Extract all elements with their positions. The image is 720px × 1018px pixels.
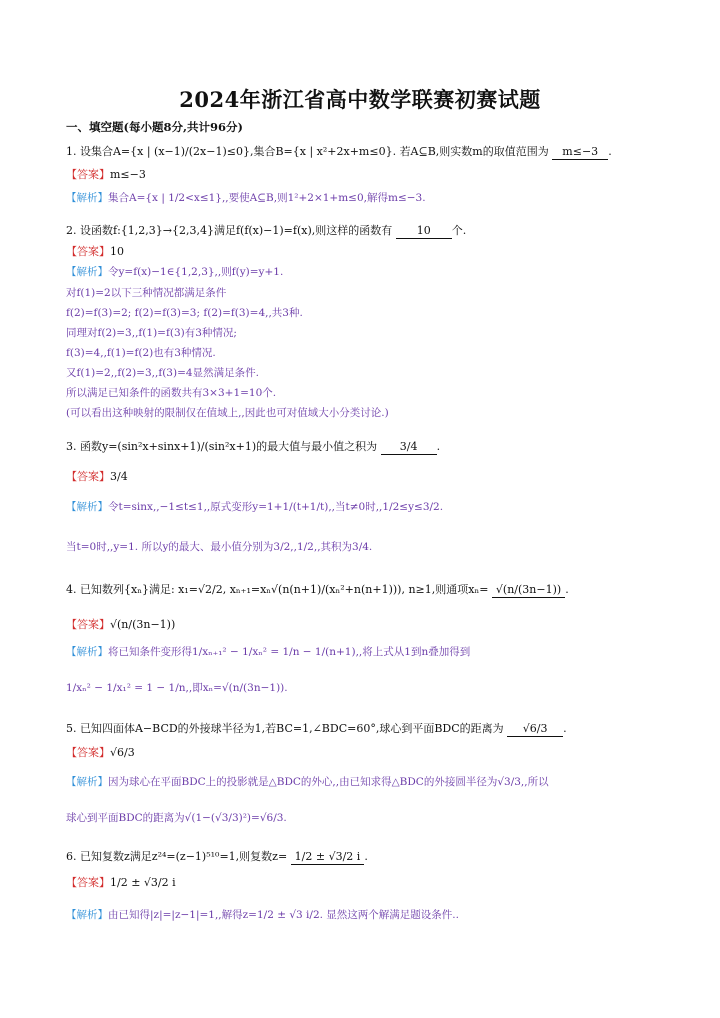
problem-2-explain-1: 【解析】令y=f(x)−1∈{1,2,3},,则f(y)=y+1.: [66, 266, 284, 278]
problem-3-blank: 3/4: [381, 440, 437, 455]
problem-3-explain-2: 当t=0时,,y=1. 所以y的最大、最小值分别为3/2,,1/2,,其积为3/4.: [66, 541, 373, 553]
problem-3-explain-1: 【解析】令t=sinx,,−1≤t≤1,,原式变形y=1+1/(t+1/t),,当t≠0时,,1/2≤y≤3/2.: [66, 501, 444, 513]
problem-2-explain-5: f(3)=4,,f(1)=f(2)也有3种情况.: [66, 347, 216, 359]
problem-3-answer: 【答案】3/4: [66, 470, 128, 483]
explain-tag: 【解析】: [66, 192, 108, 204]
problem-5-explain-1: 【解析】因为球心在平面BDC上的投影就是△BDC的外心,,由已知求得△BDC的外接圆半径为√3/3,,所以: [66, 776, 549, 788]
section-heading: 一、填空题(每小题8分,共计96分): [66, 120, 243, 134]
problem-1-explain: 【解析】集合A={x | 1/2<x≤1},,要使A⊆B,则1²+2×1+m≤0,解得m≤−3.: [66, 192, 426, 204]
problem-5-blank: √6/3: [507, 722, 563, 737]
answer-tag: 【答案】: [66, 168, 110, 181]
page-title: 2024年浙江省高中数学联赛初赛试题: [179, 87, 541, 112]
problem-3-question: 3. 函数y=(sin²x+sinx+1)/(sin²x+1)的最大值与最小值之积为 3/4 .: [66, 440, 441, 453]
problem-1-blank: m≤−3: [552, 145, 608, 160]
problem-2-explain-8: (可以看出这种映射的限制仅在值域上,,因此也可对值域大小分类讨论.): [66, 407, 389, 419]
problem-6-explain-1: 【解析】由已知得|z|=|z−1|=1,,解得z=1/2 ± √3 i/2. 显然这两个解满足题设条件..: [66, 909, 459, 921]
problem-4-explain-2: 1/xₙ² − 1/x₁² = 1 − 1/n,,即xₙ=√(n/(3n−1)).: [66, 682, 288, 694]
problem-4-answer: 【答案】√(n/(3n−1)): [66, 618, 176, 631]
problem-5-explain-2: 球心到平面BDC的距离为√(1−(√3/3)²)=√6/3.: [66, 812, 287, 824]
problem-2-explain-2: 对f(1)=2以下三种情况都满足条件: [66, 287, 227, 299]
problem-4-blank: √(n/(3n−1)): [492, 583, 565, 598]
problem-2-question: 2. 设函数f:{1,2,3}→{2,3,4}满足f(f(x)−1)=f(x),则这样的函数有 10 个.: [66, 224, 467, 237]
problem-6-question: 6. 已知复数z满足z²⁴=(z−1)⁵¹⁰=1,则复数z= 1/2 ± √3/2 i .: [66, 850, 368, 863]
problem-4-question: 4. 已知数列{xₙ}满足: x₁=√2/2, xₙ₊₁=xₙ√(n(n+1)/(xₙ²+n(n+1))), n≥1,则通项xₙ= √(n/(3n−1)) .: [66, 583, 569, 596]
problem-5-answer: 【答案】√6/3: [66, 746, 135, 759]
problem-6-blank: 1/2 ± √3/2 i: [291, 850, 365, 865]
problem-2-explain-7: 所以满足已知条件的函数共有3×3+1=10个.: [66, 387, 277, 399]
problem-5-question: 5. 已知四面体A−BCD的外接球半径为1,若BC=1,∠BDC=60°,球心到平面BDC的距离为 √6/3 .: [66, 722, 567, 735]
problem-2-blank: 10: [396, 224, 452, 239]
problem-1-question: 1. 设集合A={x | (x−1)/(2x−1)≤0},集合B={x | x²+2x+m≤0}. 若A⊆B,则实数m的取值范围为 m≤−3 .: [66, 145, 612, 158]
problem-2-explain-4: 同理对f(2)=3,,f(1)=f(3)有3种情况;: [66, 327, 237, 339]
problem-2-answer: 【答案】10: [66, 245, 124, 258]
problem-6-answer: 【答案】1/2 ± √3/2 i: [66, 876, 176, 889]
problem-2-explain-6: 又f(1)=2,,f(2)=3,,f(3)=4显然满足条件.: [66, 367, 259, 379]
problem-4-explain-1: 【解析】将已知条件变形得1/xₙ₊₁² − 1/xₙ² = 1/n − 1/(n+1),,将上式从1到n叠加得到: [66, 646, 471, 658]
problem-1-answer: 【答案】m≤−3: [66, 168, 146, 181]
problem-2-explain-3: f(2)=f(3)=2; f(2)=f(3)=3; f(2)=f(3)=4,,共3种.: [66, 307, 303, 319]
